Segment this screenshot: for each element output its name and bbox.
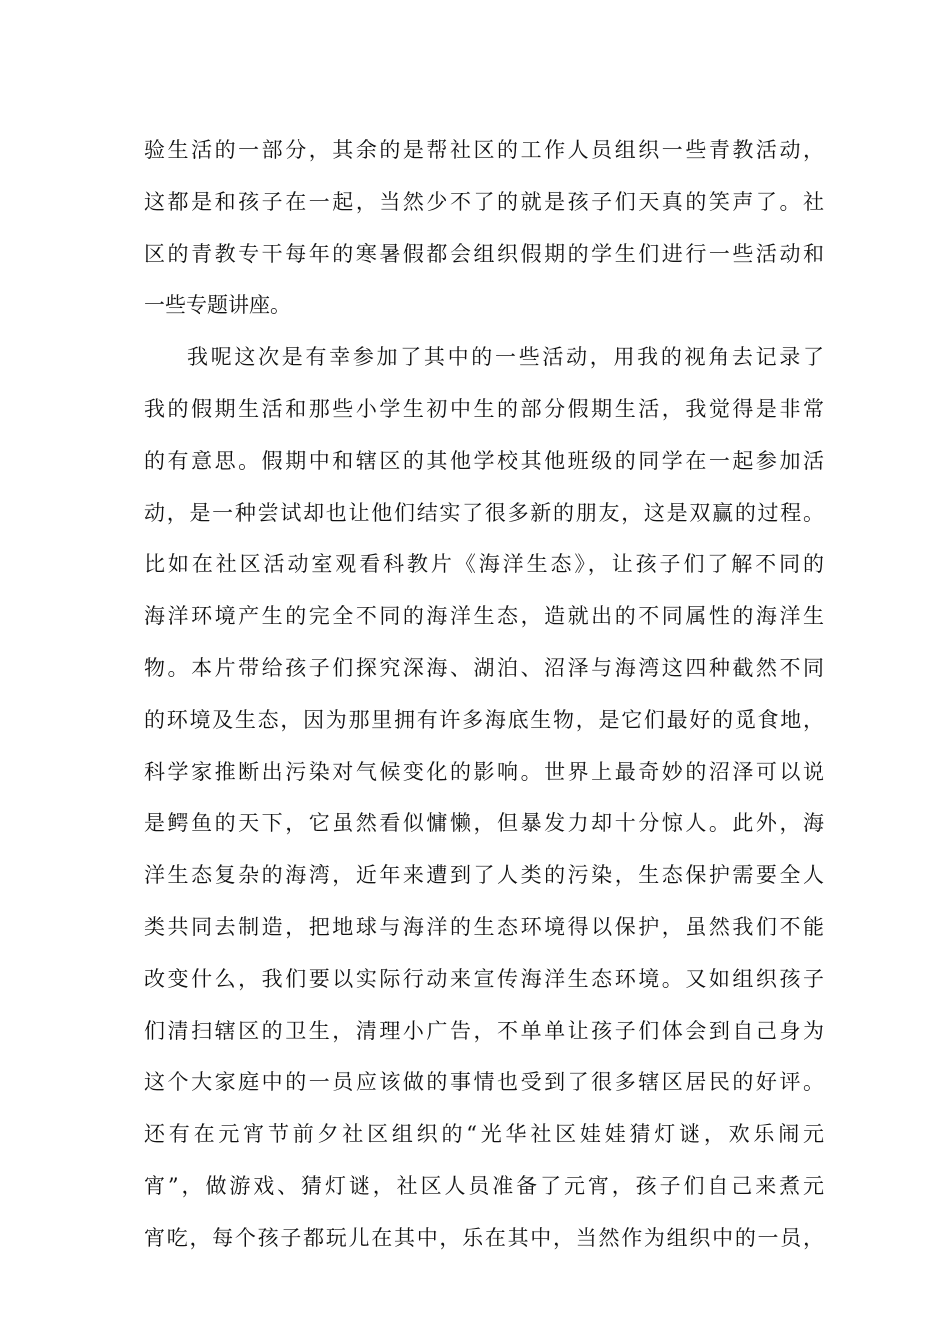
text-line: 这个大家庭中的一员应该做的事情也受到了很多辖区居民的好评。 — [144, 1070, 824, 1095]
text-line: 验生活的一部分，其余的是帮社区的工作人员组织一些青教活动， — [144, 138, 824, 162]
text-line: 宵吃，每个孩子都玩儿在其中，乐在其中，当然作为组织中的一员， — [144, 1225, 824, 1250]
text-line: 的有意思。假期中和辖区的其他学校其他班级的同学在一起参加活 — [144, 448, 824, 473]
text-line: 的环境及生态，因为那里拥有许多海底生物，是它们最好的觅食地， — [144, 707, 824, 732]
paragraph-end-line: 一些专题讲座。 — [144, 293, 291, 318]
text-line: 物。本片带给孩子们探究深海、湖泊、沼泽与海湾这四种截然不同 — [144, 655, 824, 680]
text-line: 我的假期生活和那些小学生初中生的部分假期生活，我觉得是非常 — [144, 396, 824, 421]
text-line: 改变什么，我们要以实际行动来宣传海洋生态环境。又如组织孩子 — [144, 966, 824, 991]
text-line: 宵”，做游戏、猜灯谜，社区人员准备了元宵，孩子们自己来煮元 — [144, 1173, 824, 1198]
paragraph-first-line: 我呢这次是有幸参加了其中的一些活动，用我的视角去记录了 — [187, 345, 824, 370]
text-line: 动，是一种尝试却也让他们结实了很多新的朋友，这是双赢的过程。 — [144, 500, 824, 525]
text-line: 比如在社区活动室观看科教片《海洋生态》，让孩子们了解不同的 — [144, 552, 824, 577]
text-line: 洋生态复杂的海湾，近年来遭到了人类的污染，生态保护需要全人 — [144, 863, 824, 888]
text-line: 还有在元宵节前夕社区组织的“光华社区娃娃猜灯谜，欢乐闹元 — [144, 1122, 824, 1147]
text-line: 区的青教专干每年的寒暑假都会组织假期的学生们进行一些活动和 — [144, 241, 824, 266]
text-line: 科学家推断出污染对气候变化的影响。世界上最奇妙的沼泽可以说 — [144, 759, 824, 784]
body-text — [144, 125, 824, 1265]
text-line: 是鳄鱼的天下，它虽然看似慵懒，但暴发力却十分惊人。此外，海 — [144, 811, 824, 836]
text-line: 这都是和孩子在一起，当然少不了的就是孩子们天真的笑声了。社 — [144, 189, 824, 214]
text-line: 海洋环境产生的完全不同的海洋生态，造就出的不同属性的海洋生 — [144, 604, 824, 629]
text-line: 们清扫辖区的卫生，清理小广告，不单单让孩子们体会到自己身为 — [144, 1018, 824, 1043]
text-line: 类共同去制造，把地球与海洋的生态环境得以保护，虽然我们不能 — [144, 914, 824, 939]
